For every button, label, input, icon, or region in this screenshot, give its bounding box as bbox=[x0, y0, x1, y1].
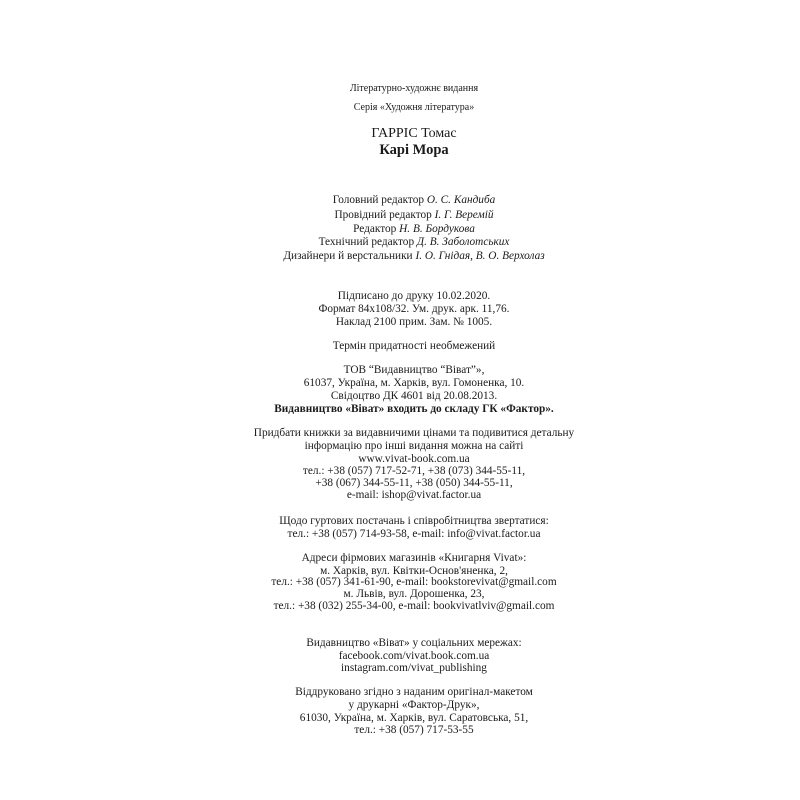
shop-contact: тел.: +38 (057) 341-61-90, e-mail: bookstorevivat@gmail.com bbox=[271, 576, 557, 588]
printer-address: 61030, Україна, м. Харків, вул. Саратовська, 51, bbox=[299, 712, 529, 724]
social-instagram: instagram.com/vivat_publishing bbox=[341, 662, 487, 674]
series-line: Серія «Художня література» bbox=[353, 102, 475, 113]
buy-site: www.vivat-book.com.ua bbox=[358, 453, 470, 465]
social-heading: Видавництво «Віват» у соціальних мережах: bbox=[306, 637, 522, 649]
wholesale-contact: тел.: +38 (057) 714-93-58, e-mail: info@vivat.factor.ua bbox=[287, 528, 541, 540]
shelf-life-line: Термін придатності необмежений bbox=[332, 340, 496, 352]
editor-role: Головний редактор bbox=[332, 194, 425, 206]
social-facebook: facebook.com/vivat.book.com.ua bbox=[338, 650, 490, 662]
editor-role: Редактор bbox=[353, 223, 397, 235]
editor-line bbox=[0, 209, 800, 222]
format-line: Формат 84х108/32. Ум. друк. арк. 11,76. bbox=[318, 303, 510, 315]
run-line: Наклад 2100 прим. Зам. № 1005. bbox=[335, 316, 493, 328]
printer-line: Віддруковано згідно з наданим оригінал-макетом bbox=[295, 686, 533, 698]
buy-line: інформацію про інші видання можна на сайті bbox=[304, 440, 524, 452]
publisher-certificate: Свідоцтво ДК 4601 від 20.08.2013. bbox=[330, 390, 498, 402]
buy-phones: +38 (067) 344-55-11, +38 (050) 344-55-11, bbox=[315, 477, 513, 489]
editor-line bbox=[0, 194, 800, 207]
publisher-name: ТОВ “Видавництво “Віват”», bbox=[343, 364, 485, 376]
printer-phone: тел.: +38 (057) 717-53-55 bbox=[354, 724, 474, 736]
shop-address: м. Львів, вул. Дорошенка, 23, bbox=[343, 588, 485, 600]
buy-phones: тел.: +38 (057) 717-52-71, +38 (073) 344-55-11, bbox=[302, 465, 526, 477]
editor-role: Технічний редактор bbox=[318, 236, 415, 248]
genre-line: Літературно-художнє видання bbox=[349, 83, 479, 94]
buy-email: e-mail: ishop@vivat.factor.ua bbox=[346, 489, 482, 501]
editor-line bbox=[0, 250, 800, 263]
shop-contact: тел.: +38 (032) 255-34-00, e-mail: bookvivatlviv@gmail.com bbox=[273, 600, 555, 612]
publisher-address: 61037, Україна, м. Харків, вул. Гомоненка, 10. bbox=[303, 377, 525, 389]
editor-name: І. Г. Веремій bbox=[434, 209, 494, 221]
editor-name: І. О. Гнідая, В. О. Верхолаз bbox=[415, 250, 545, 262]
editor-name: Н. В. Бордукова bbox=[399, 223, 475, 235]
editor-role: Дизайнери й верстальники bbox=[283, 250, 413, 262]
editor-line bbox=[0, 223, 800, 236]
printer-line: у друкарні «Фактор-Друк», bbox=[348, 699, 480, 711]
editor-role: Провідний редактор bbox=[334, 209, 432, 221]
editor-line bbox=[0, 236, 800, 249]
publisher-group: Видавництво «Віват» входить до складу ГК «Фактор». bbox=[274, 403, 554, 415]
shops-heading: Адреси фірмових магазинів «Книгарня Vivat»: bbox=[301, 552, 527, 564]
signed-line: Підписано до друку 10.02.2020. bbox=[337, 290, 491, 302]
editor-name: Д. В. Заболотських bbox=[416, 236, 510, 248]
editor-name: О. С. Кандиба bbox=[426, 194, 496, 206]
shop-address: м. Харків, вул. Квітки-Основ'яненка, 2, bbox=[320, 565, 508, 577]
book-title: Карі Мора bbox=[379, 142, 449, 158]
author-name: ГАРРІС Томас bbox=[371, 126, 457, 141]
buy-line: Придбати книжки за видавничими цінами та подивитися детальну bbox=[253, 427, 575, 439]
wholesale-line: Щодо гуртових постачань і співробітництва звертатися: bbox=[279, 515, 549, 527]
